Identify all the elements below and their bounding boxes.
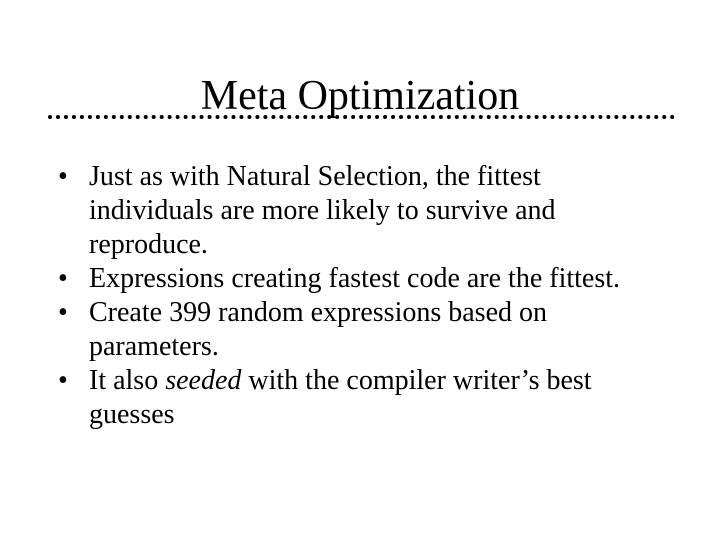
slide-title: Meta Optimization [200,73,520,119]
bullet-item [58,296,658,364]
bullet-text: Expressions creating fastest code are the fittest. [89,263,621,294]
title-dotted-rule [48,115,675,119]
bullet-item [58,364,658,432]
bullet-text-lead: It also [89,365,166,396]
bullet-text: Create 399 random expressions based on parameters. [89,297,547,362]
bullet-item [58,262,658,296]
bullet-text-emphasis: seeded [165,365,242,396]
bullet-icon: • [58,297,68,328]
bullet-icon: • [58,161,68,192]
bullet-text: Just as with Natural Selection, the fittest individuals are more likely to survive and reproduce. [89,161,556,260]
bullet-text [89,364,658,432]
bullet-icon: • [58,263,68,294]
bullet-icon: • [58,365,68,396]
bullet-item [58,160,658,262]
bullet-list [58,160,658,432]
bullet-text-tail: with the compiler writer’s best guesses [89,365,592,430]
